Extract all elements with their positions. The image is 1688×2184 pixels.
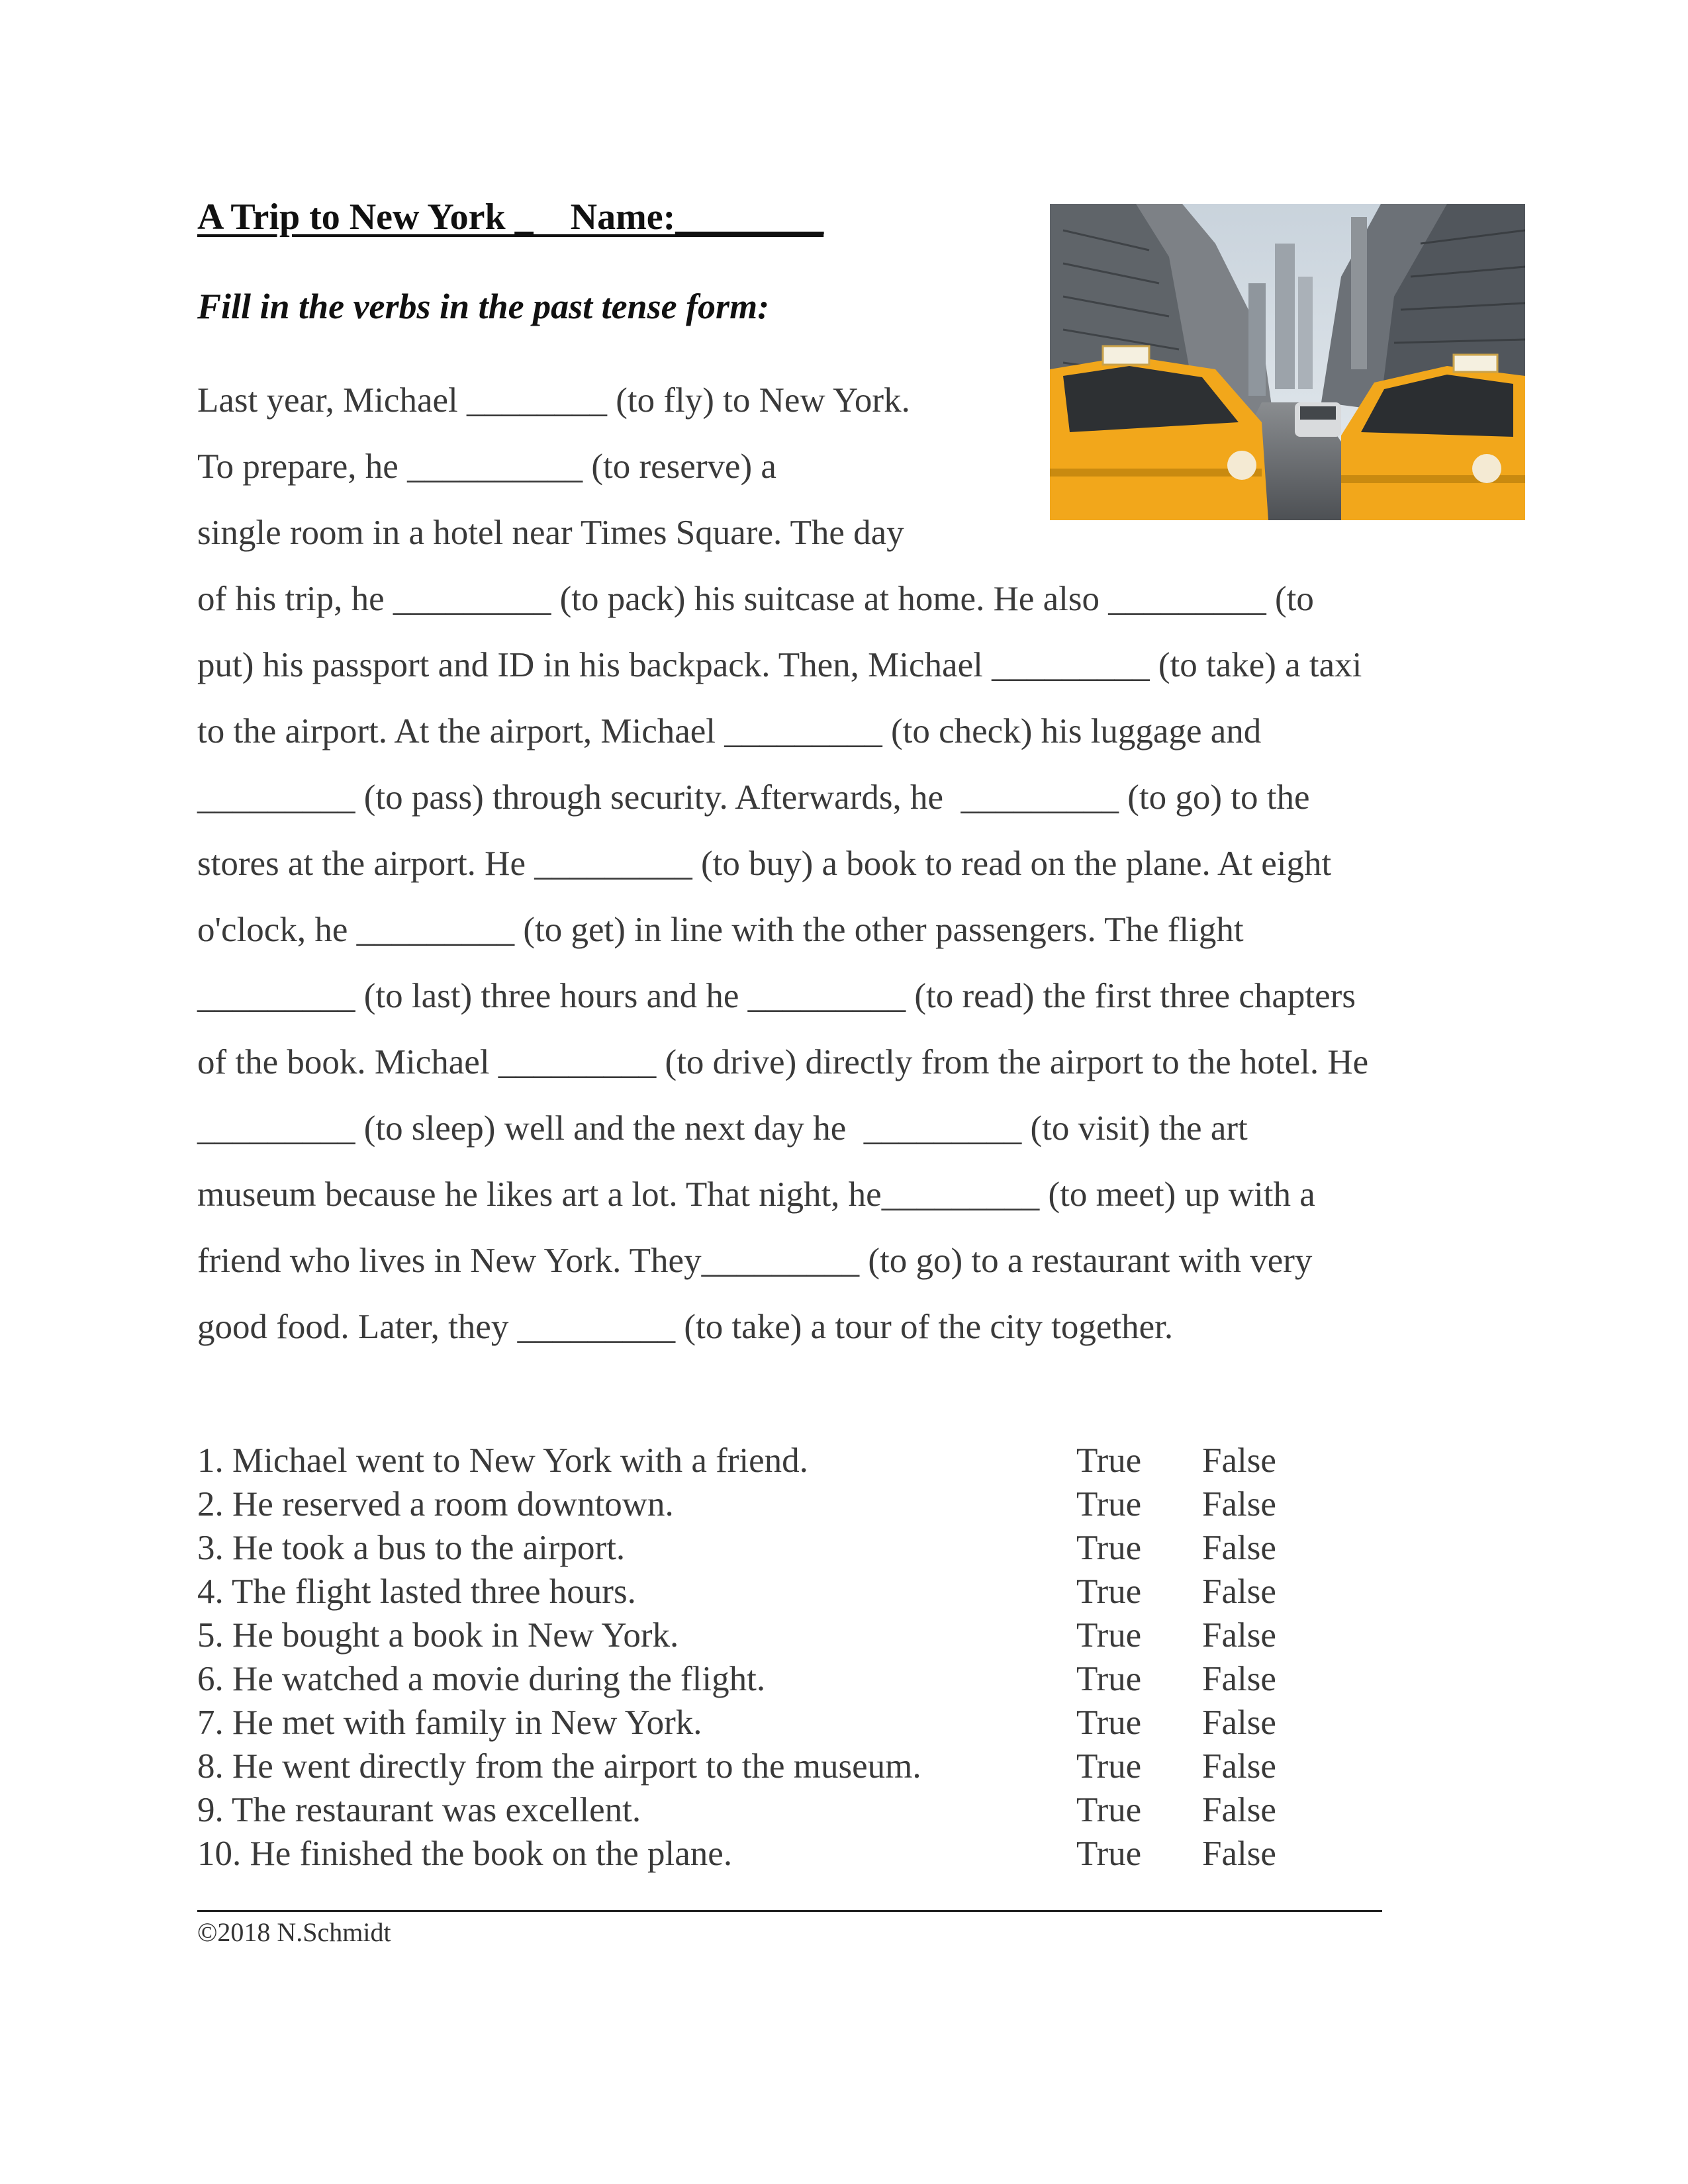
passage-line: stores at the airport. He _________ (to buy) a book to read on the plane. At eight bbox=[197, 844, 1332, 883]
statement: 6. He watched a movie during the flight. bbox=[197, 1660, 766, 1698]
passage-line: good food. Later, they _________ (to take) a tour of the city together. bbox=[197, 1308, 1174, 1346]
passage-line: put) his passport and ID in his backpack. Then, Michael _________ (to take) a taxi bbox=[197, 646, 1362, 684]
false-option[interactable]: False bbox=[1202, 1791, 1276, 1829]
true-option[interactable]: True bbox=[1076, 1529, 1142, 1567]
passage-line: _________ (to last) three hours and he _________ (to read) the first three chapters bbox=[197, 977, 1356, 1015]
false-option[interactable]: False bbox=[1202, 1616, 1276, 1655]
false-option[interactable]: False bbox=[1202, 1835, 1276, 1873]
false-option[interactable]: False bbox=[1202, 1529, 1276, 1567]
footer-divider bbox=[197, 1910, 1382, 1912]
instructions: Fill in the verbs in the past tense form: bbox=[197, 287, 770, 326]
true-false-item bbox=[197, 1526, 1323, 1570]
statement: 5. He bought a book in New York. bbox=[197, 1616, 679, 1655]
statement: 1. Michael went to New York with a friend. bbox=[197, 1441, 808, 1480]
true-false-item bbox=[197, 1657, 1323, 1701]
statement: 10. He finished the book on the plane. bbox=[197, 1835, 733, 1873]
passage-line: Last year, Michael ________ (to fly) to New York. bbox=[197, 381, 910, 420]
true-option[interactable]: True bbox=[1076, 1572, 1142, 1611]
false-option[interactable]: False bbox=[1202, 1572, 1276, 1611]
worksheet-title: A Trip to New York _ Name:________ bbox=[197, 197, 824, 238]
statement: 9. The restaurant was excellent. bbox=[197, 1791, 641, 1829]
passage-line: _________ (to sleep) well and the next day he _________ (to visit) the art bbox=[197, 1109, 1248, 1148]
passage-line: friend who lives in New York. They_________ (to go) to a restaurant with very bbox=[197, 1242, 1313, 1280]
true-false-item bbox=[197, 1439, 1323, 1482]
copyright-notice: ©2018 N.Schmidt bbox=[197, 1917, 391, 1947]
true-option[interactable]: True bbox=[1076, 1835, 1142, 1873]
true-false-item bbox=[197, 1482, 1323, 1526]
passage-line: single room in a hotel near Times Square. The day bbox=[197, 514, 904, 552]
true-option[interactable]: True bbox=[1076, 1485, 1142, 1524]
statement: 2. He reserved a room downtown. bbox=[197, 1485, 674, 1524]
true-option[interactable]: True bbox=[1076, 1704, 1142, 1742]
true-false-item bbox=[197, 1745, 1323, 1788]
true-option[interactable]: True bbox=[1076, 1791, 1142, 1829]
false-option[interactable]: False bbox=[1202, 1747, 1276, 1786]
statement: 3. He took a bus to the airport. bbox=[197, 1529, 626, 1567]
passage-line: museum because he likes art a lot. That night, he_________ (to meet) up with a bbox=[197, 1175, 1315, 1214]
false-option[interactable]: False bbox=[1202, 1704, 1276, 1742]
true-false-item bbox=[197, 1570, 1323, 1614]
false-option[interactable]: False bbox=[1202, 1485, 1276, 1524]
statement: 4. The flight lasted three hours. bbox=[197, 1572, 636, 1611]
true-false-item bbox=[197, 1701, 1323, 1745]
statement: 7. He met with family in New York. bbox=[197, 1704, 702, 1742]
true-false-item bbox=[197, 1614, 1323, 1657]
true-option[interactable]: True bbox=[1076, 1441, 1142, 1480]
true-option[interactable]: True bbox=[1076, 1747, 1142, 1786]
passage-line: to the airport. At the airport, Michael _________ (to check) his luggage and bbox=[197, 712, 1262, 751]
passage-line: of the book. Michael _________ (to drive) directly from the airport to the hotel. He bbox=[197, 1043, 1369, 1081]
passage-line: of his trip, he _________ (to pack) his suitcase at home. He also _________ (to bbox=[197, 580, 1314, 618]
passage-line: To prepare, he __________ (to reserve) a bbox=[197, 447, 776, 486]
false-option[interactable]: False bbox=[1202, 1660, 1276, 1698]
new-york-taxi-photo bbox=[1050, 204, 1525, 520]
passage-line: _________ (to pass) through security. Afterwards, he _________ (to go) to the bbox=[197, 778, 1310, 817]
true-option[interactable]: True bbox=[1076, 1660, 1142, 1698]
false-option[interactable]: False bbox=[1202, 1441, 1276, 1480]
true-option[interactable]: True bbox=[1076, 1616, 1142, 1655]
passage-line: o'clock, he _________ (to get) in line with the other passengers. The flight bbox=[197, 911, 1244, 949]
true-false-item bbox=[197, 1832, 1323, 1876]
true-false-item bbox=[197, 1788, 1323, 1832]
statement: 8. He went directly from the airport to the museum. bbox=[197, 1747, 921, 1786]
